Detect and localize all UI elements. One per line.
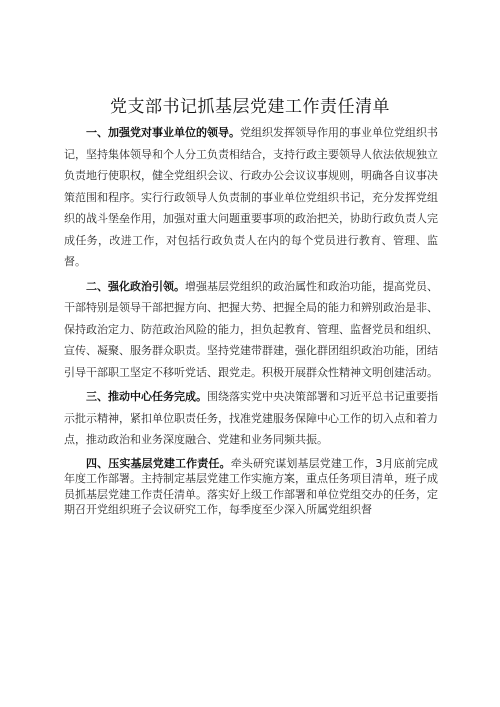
- section-paragraph: [64, 276, 438, 384]
- section-heading: 二、强化政治引领。: [86, 279, 185, 293]
- section-heading: 四、压实基层党建工作责任。: [86, 456, 231, 470]
- page-title: 党支部书记抓基层党建工作责任清单: [110, 97, 390, 117]
- section-paragraph: [64, 386, 438, 451]
- section-text: 牵头研究谋划基层党建工作，3月底前完成年度工作部署。主持制定基层党建工作实施方案，重点任务项目清单，班子成员抓基层党建工作责任清单。落实好上级工作部署和单位党组交办的任务，定期召开党组织班子会议研究工作，每季度至少深入所属党组织督: [64, 456, 439, 516]
- section-heading: 三、推动中心任务完成。: [86, 390, 207, 403]
- section-text: 围绕落实党中央决策部署和习近平总书记重要指示批示精神，紧扣单位职责任务，找准党建服务保障中心工作的切入点和着力点，推动政治和业务深度融合、党建和业务同频共振。: [64, 390, 438, 446]
- section-heading: 一、加强党对事业单位的领导。: [86, 126, 240, 139]
- section-text: 增强基层党组织的政治属性和政治功能，提高党员、干部特别是领导干部把握方向、把握大势、把握全局的能力和辨别政治是非、保持政治定力、防范政治风险的能力，担负起教育、管理、监督党员和组织、宣传、凝聚、服务群众职责。坚持党建带群建，强化群团组织政治功能，团结引导干部职工坚定不移听党话、跟党走。积极开展群众性精神文明创建活动。: [64, 279, 438, 379]
- section-paragraph: [64, 122, 438, 273]
- document-body: [64, 122, 438, 518]
- section-paragraph: [64, 456, 438, 518]
- section-text: 党组织发挥领导作用的事业单位党组织书记，坚持集体领导和个人分工负责相结合，支持行政主要领导人依法依规独立负责地行使职权，健全党组织会议、行政办公会议议事规则，明确各自议事决策范围和程序。实行行政领导人负责制的事业单位党组织书记，充分发挥党组织的战斗堡垒作用，加强对重大问题重要事项的政治把关，协助行政负责人完成任务，改进工作，对包括行政负责人在内的每个党员进行教育、管理、监督。: [64, 126, 438, 268]
